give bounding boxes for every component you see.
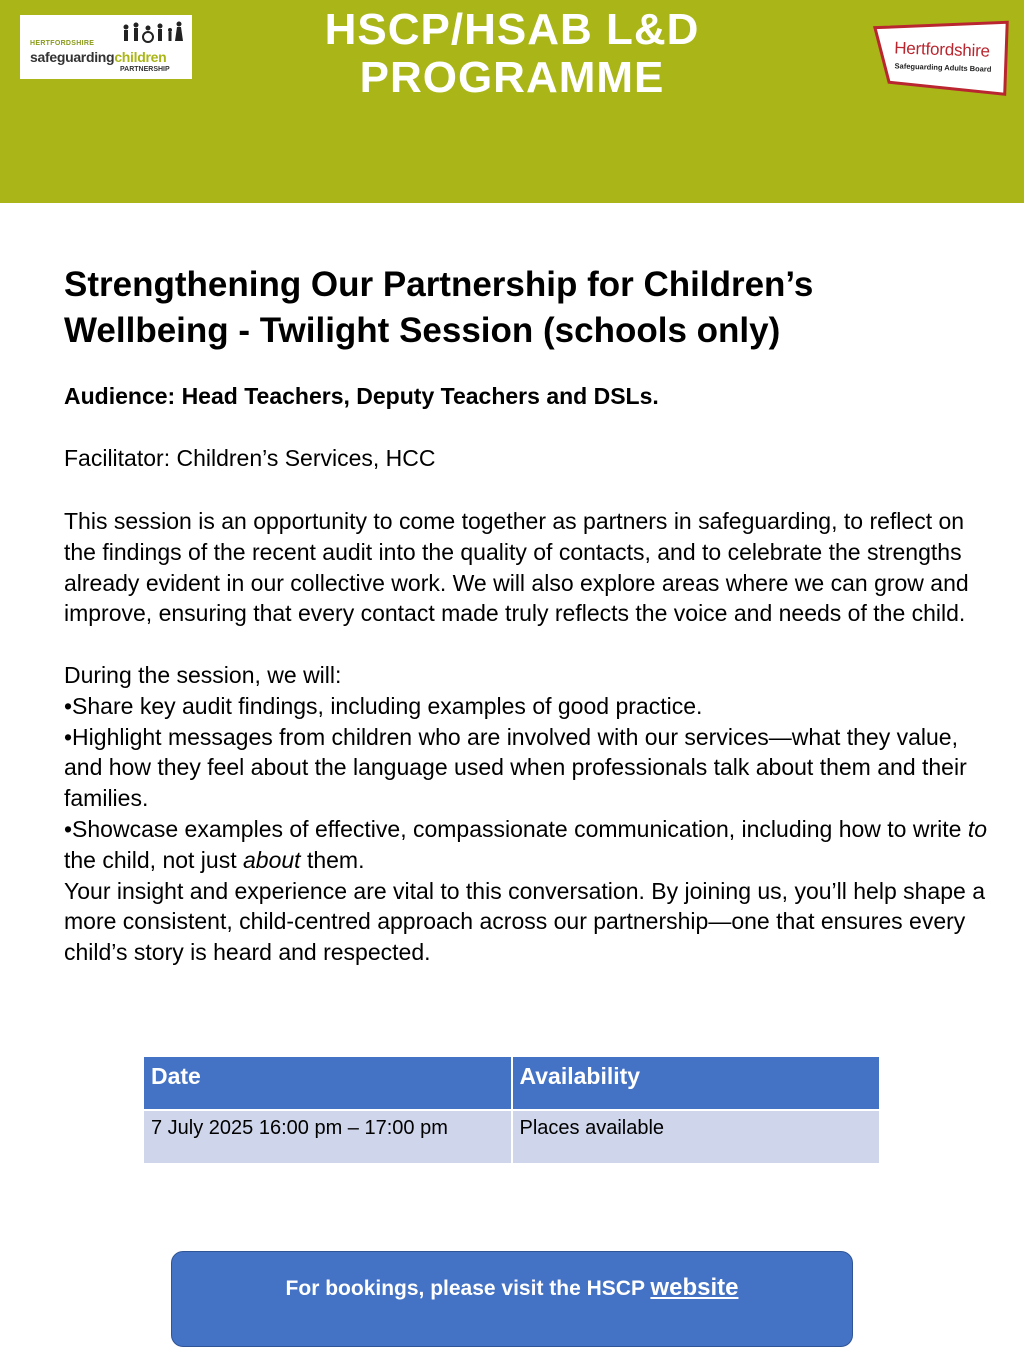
booking-banner: [171, 1251, 853, 1347]
date-column-header: Date: [143, 1056, 512, 1110]
closing-paragraph: Your insight and experience are vital to this conversation. By joining us, you’ll help shape a more consistent, child-centred approach across our partnership—one that ensures every child’s story is heard and respected.: [64, 877, 985, 966]
website-link[interactable]: website: [650, 1274, 739, 1301]
programme-title-line1: HSCP/HSAB L&D: [324, 5, 700, 54]
session-table: [142, 1055, 881, 1165]
logo-partnership-text: PARTNERSHIP: [120, 66, 170, 73]
course-title: Strengthening Our Partnership for Children’s Wellbeing - Twilight Session (schools only): [64, 265, 814, 350]
during-heading: During the session, we will:: [64, 661, 342, 688]
logo-hertfordshire-text: HERTFORDSHIRE: [30, 40, 95, 47]
header-banner: [0, 0, 1024, 203]
logo-hertfordshire-text: Hertfordshire: [893, 38, 991, 61]
availability-column-header: Availability: [512, 1056, 881, 1110]
logo-adults-board-text: Safeguarding Adults Board: [894, 61, 992, 74]
availability-cell: Places available: [512, 1110, 881, 1164]
bullet-item: •Showcase examples of effective, compassionate communication, including how to write to the child, not just about them.: [64, 815, 987, 873]
bullet-item: •Highlight messages from children who are involved with our services—what they value, and how they feel about the language used when professionals talk about them and their families.: [64, 723, 967, 812]
safeguarding-adults-board-logo: [871, 16, 1012, 97]
course-description: [64, 506, 994, 968]
course-facilitator: Facilitator: Children’s Services, HCC: [64, 445, 436, 471]
session-date-cell: 7 July 2025 16:00 pm – 17:00 pm: [143, 1110, 512, 1164]
logo-safeguarding-text: safeguardingchildren: [30, 49, 167, 65]
booking-text: For bookings, please visit the HSCP: [285, 1277, 651, 1300]
course-audience: Audience: Head Teachers, Deputy Teachers and DSLs.: [64, 383, 659, 409]
programme-title-line2: PROGRAMME: [359, 53, 665, 102]
programme-title: [262, 6, 762, 102]
table-row: [143, 1110, 880, 1164]
table-header-row: [143, 1056, 880, 1110]
bullet-item: •Share key audit findings, including examples of good practice.: [64, 692, 703, 719]
people-silhouette-icon: [120, 21, 184, 43]
safeguarding-children-logo: [20, 15, 192, 79]
intro-paragraph: This session is an opportunity to come together as partners in safeguarding, to reflect on the findings of the recent audit into the quality of contacts, and to celebrate the strengths already evident in our collective work. We will also explore areas where we can grow and improve, ensuring that every contact made truly reflects the voice and needs of the child.: [64, 508, 969, 627]
